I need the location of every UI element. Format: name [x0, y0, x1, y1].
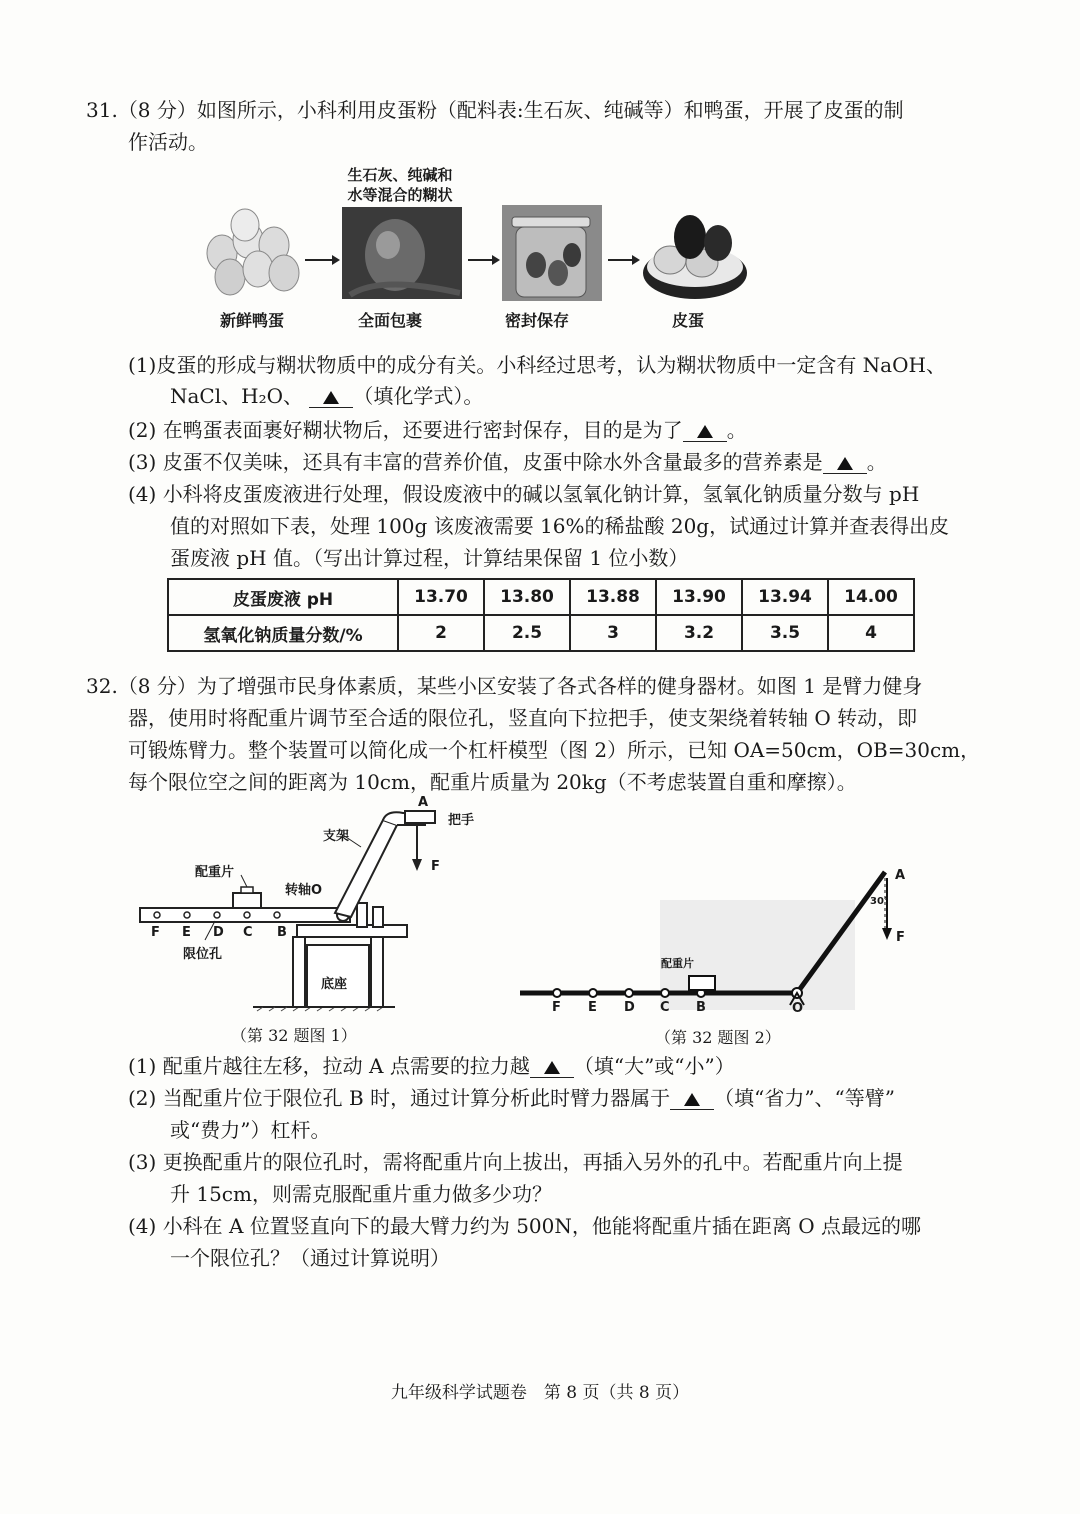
fig2-label-A: A — [895, 868, 906, 883]
table-cell: 13.90 — [656, 579, 742, 615]
q32-intro-line4: 每个限位空之间的距离为 10cm，配重片质量为 20kg（不考虑装置自重和摩擦）。 — [128, 770, 857, 794]
q32-p2-hint: （填“省力”、“等臂” — [714, 1086, 896, 1110]
caption-seal: 密封保存 — [505, 311, 570, 330]
table-cell: 4 — [828, 615, 914, 651]
fig2-label-weight: 配重片 — [661, 957, 694, 970]
fig2-hole-D: D — [624, 1000, 635, 1015]
triangle-icon — [837, 457, 853, 470]
page-footer: 九年级科学试题卷 第 8 页（共 8 页） — [390, 1383, 690, 1403]
q31-top-label-line1: 生石灰、纯碱和 — [347, 166, 453, 184]
ph-table — [167, 578, 915, 652]
q32-p1-text: (1) 配重片越往左移，拉动 A 点需要的拉力越 — [128, 1054, 530, 1078]
fig1-svg — [135, 795, 500, 1050]
fig1-label-base: 底座 — [321, 977, 348, 992]
q32-intro-line2: 器，使用时将配重片调节至合适的限位孔，竖直向下拉把手，使支架绕着转轴 O 转动，即 — [128, 706, 918, 730]
table-cell: 13.70 — [398, 579, 484, 615]
table-cell: 14.00 — [828, 579, 914, 615]
table-cell: 3.2 — [656, 615, 742, 651]
q32-number: 32. — [86, 674, 118, 698]
q31-p2-text: (2) 在鸭蛋表面裹好糊状物后，还要进行密封保存，目的是为了 — [128, 418, 683, 442]
q32-p1 — [128, 1051, 735, 1081]
fig1-label-limit-hole: 限位孔 — [183, 947, 223, 962]
wrapped-egg-image — [342, 207, 462, 299]
q31-p1-hint: （填化学式）。 — [353, 384, 484, 408]
arrow-icon — [305, 255, 340, 265]
q31-p3 — [128, 447, 887, 477]
answer-blank[interactable] — [823, 451, 867, 474]
q32-intro-text: （8 分）为了增强市民身体素质，某些小区安装了各式各样的健身器材。如图 1 是臂力健身 — [117, 674, 923, 698]
fig1-hole-D: D — [213, 925, 224, 940]
q31-p2-end: 。 — [726, 418, 747, 442]
fresh-duck-eggs-image — [207, 209, 299, 295]
q31-intro-line1 — [86, 95, 904, 125]
triangle-icon — [544, 1061, 560, 1074]
fig1-caption: （第 32 题图 1） — [231, 1026, 357, 1045]
table-row — [168, 615, 914, 651]
table-cell: 3 — [570, 615, 656, 651]
fig2-label-F: F — [896, 930, 905, 945]
q31-p1-text: NaCl、H₂O、 — [170, 384, 303, 408]
q31-intro-line2: 作活动。 — [128, 130, 208, 154]
q31-p4-line1: (4) 小科将皮蛋废液进行处理，假设废液中的碱以氢氧化钠计算，氢氧化钠质量分数与 pH — [128, 482, 920, 506]
q32-p2-text: (2) 当配重片位于限位孔 B 时，通过计算分析此时臂力器属于 — [128, 1086, 671, 1110]
fig2-label-O: O — [792, 1001, 804, 1016]
table-cell: 3.5 — [742, 615, 828, 651]
century-eggs-image — [643, 215, 747, 299]
fig1-label-A: A — [418, 795, 429, 810]
q31-figure — [200, 165, 760, 335]
q32-p2-line2: 或“费力”）杠杆。 — [170, 1118, 331, 1142]
q31-p4-line2: 值的对照如下表，处理 100g 该废液需要 16%的稀盐酸 20g，试通过计算并查表得出皮 — [170, 514, 950, 538]
arrow-icon — [608, 255, 640, 265]
q31-p3-end: 。 — [866, 450, 887, 474]
q32-intro-line3: 可锻炼臂力。整个装置可以简化成一个杠杆模型（图 2）所示，已知 OA=50cm，OB=30cm， — [128, 738, 981, 762]
q32-p3-line1: (3) 更换配重片的限位孔时，需将配重片向上拔出，再插入另外的孔中。若配重片向上提 — [128, 1150, 903, 1174]
fig1-hole-B: B — [277, 925, 287, 940]
fig2-hole-C: C — [660, 1000, 670, 1015]
q32-p4-line1: (4) 小科在 A 位置竖直向下的最大臂力约为 500N，他能将配重片插在距离 O 点最远的哪 — [128, 1214, 921, 1238]
fig2-hole-E: E — [588, 1000, 597, 1015]
triangle-icon — [684, 1093, 700, 1106]
fig2-caption: （第 32 题图 2） — [655, 1028, 781, 1047]
q31-number: 31. — [86, 98, 118, 122]
q32-figure-2 — [515, 860, 915, 1050]
fig1-hole-E: E — [182, 925, 191, 940]
answer-blank[interactable] — [683, 419, 727, 442]
fig2-hole-F: F — [552, 1000, 561, 1015]
fig2-svg — [515, 860, 915, 1050]
q32-figure-1 — [135, 795, 500, 1050]
answer-blank[interactable] — [530, 1055, 574, 1078]
fig1-label-F: F — [431, 859, 440, 874]
q31-p1-line1: (1)皮蛋的形成与糊状物质中的成分有关。小科经过思考，认为糊状物质中一定含有 NaOH、 — [128, 353, 946, 377]
q31-p4-line3: 蛋废液 pH 值。（写出计算过程，计算结果保留 1 位小数） — [170, 546, 689, 570]
q32-intro-line1 — [86, 671, 922, 701]
table-cell: 13.80 — [484, 579, 570, 615]
q31-figure-top-label — [330, 165, 470, 205]
q32-p3-line2: 升 15cm，则需克服配重片重力做多少功？ — [170, 1182, 552, 1206]
caption-wrap: 全面包裹 — [358, 311, 423, 330]
q32-p1-hint: （填“大”或“小”） — [573, 1054, 735, 1078]
table-cell: 13.88 — [570, 579, 656, 615]
table-header-naoh: 氢氧化钠质量分数/% — [168, 615, 398, 651]
table-header-ph: 皮蛋废液 pH — [168, 579, 398, 615]
fig1-label-axis: 转轴O — [285, 883, 323, 898]
q31-p1-line2 — [170, 381, 483, 411]
table-row — [168, 579, 914, 615]
q31-top-label-line2: 水等混合的糊状 — [347, 186, 453, 204]
table-cell: 2.5 — [484, 615, 570, 651]
fig2-hole-B: B — [696, 1000, 706, 1015]
triangle-icon — [697, 425, 713, 438]
table-cell: 2 — [398, 615, 484, 651]
fig1-hole-C: C — [243, 925, 253, 940]
arrow-icon — [468, 255, 500, 265]
sealed-jar-image — [502, 205, 602, 301]
caption-century-egg: 皮蛋 — [672, 311, 705, 330]
q32-p4-line2: 一个限位孔？（通过计算说明） — [170, 1246, 450, 1270]
q31-intro-text: （8 分）如图所示，小科利用皮蛋粉（配料表:生石灰、纯碱等）和鸭蛋，开展了皮蛋的制 — [117, 98, 904, 122]
q31-p3-text: (3) 皮蛋不仅美味，还具有丰富的营养价值，皮蛋中除水外含量最多的营养素是 — [128, 450, 823, 474]
fig1-label-handle: 把手 — [448, 813, 475, 828]
answer-blank[interactable] — [670, 1087, 714, 1110]
fig2-label-angle: 30° — [870, 896, 889, 907]
q32-p2-line1 — [128, 1083, 895, 1113]
table-cell: 13.94 — [742, 579, 828, 615]
fig1-label-bracket: 支架 — [323, 829, 350, 844]
q31-p2 — [128, 415, 747, 445]
answer-blank[interactable] — [309, 385, 353, 408]
caption-fresh-eggs: 新鲜鸭蛋 — [220, 311, 285, 330]
fig1-label-weight: 配重片 — [195, 865, 235, 880]
triangle-icon — [323, 391, 339, 404]
fig1-hole-F: F — [151, 925, 160, 940]
